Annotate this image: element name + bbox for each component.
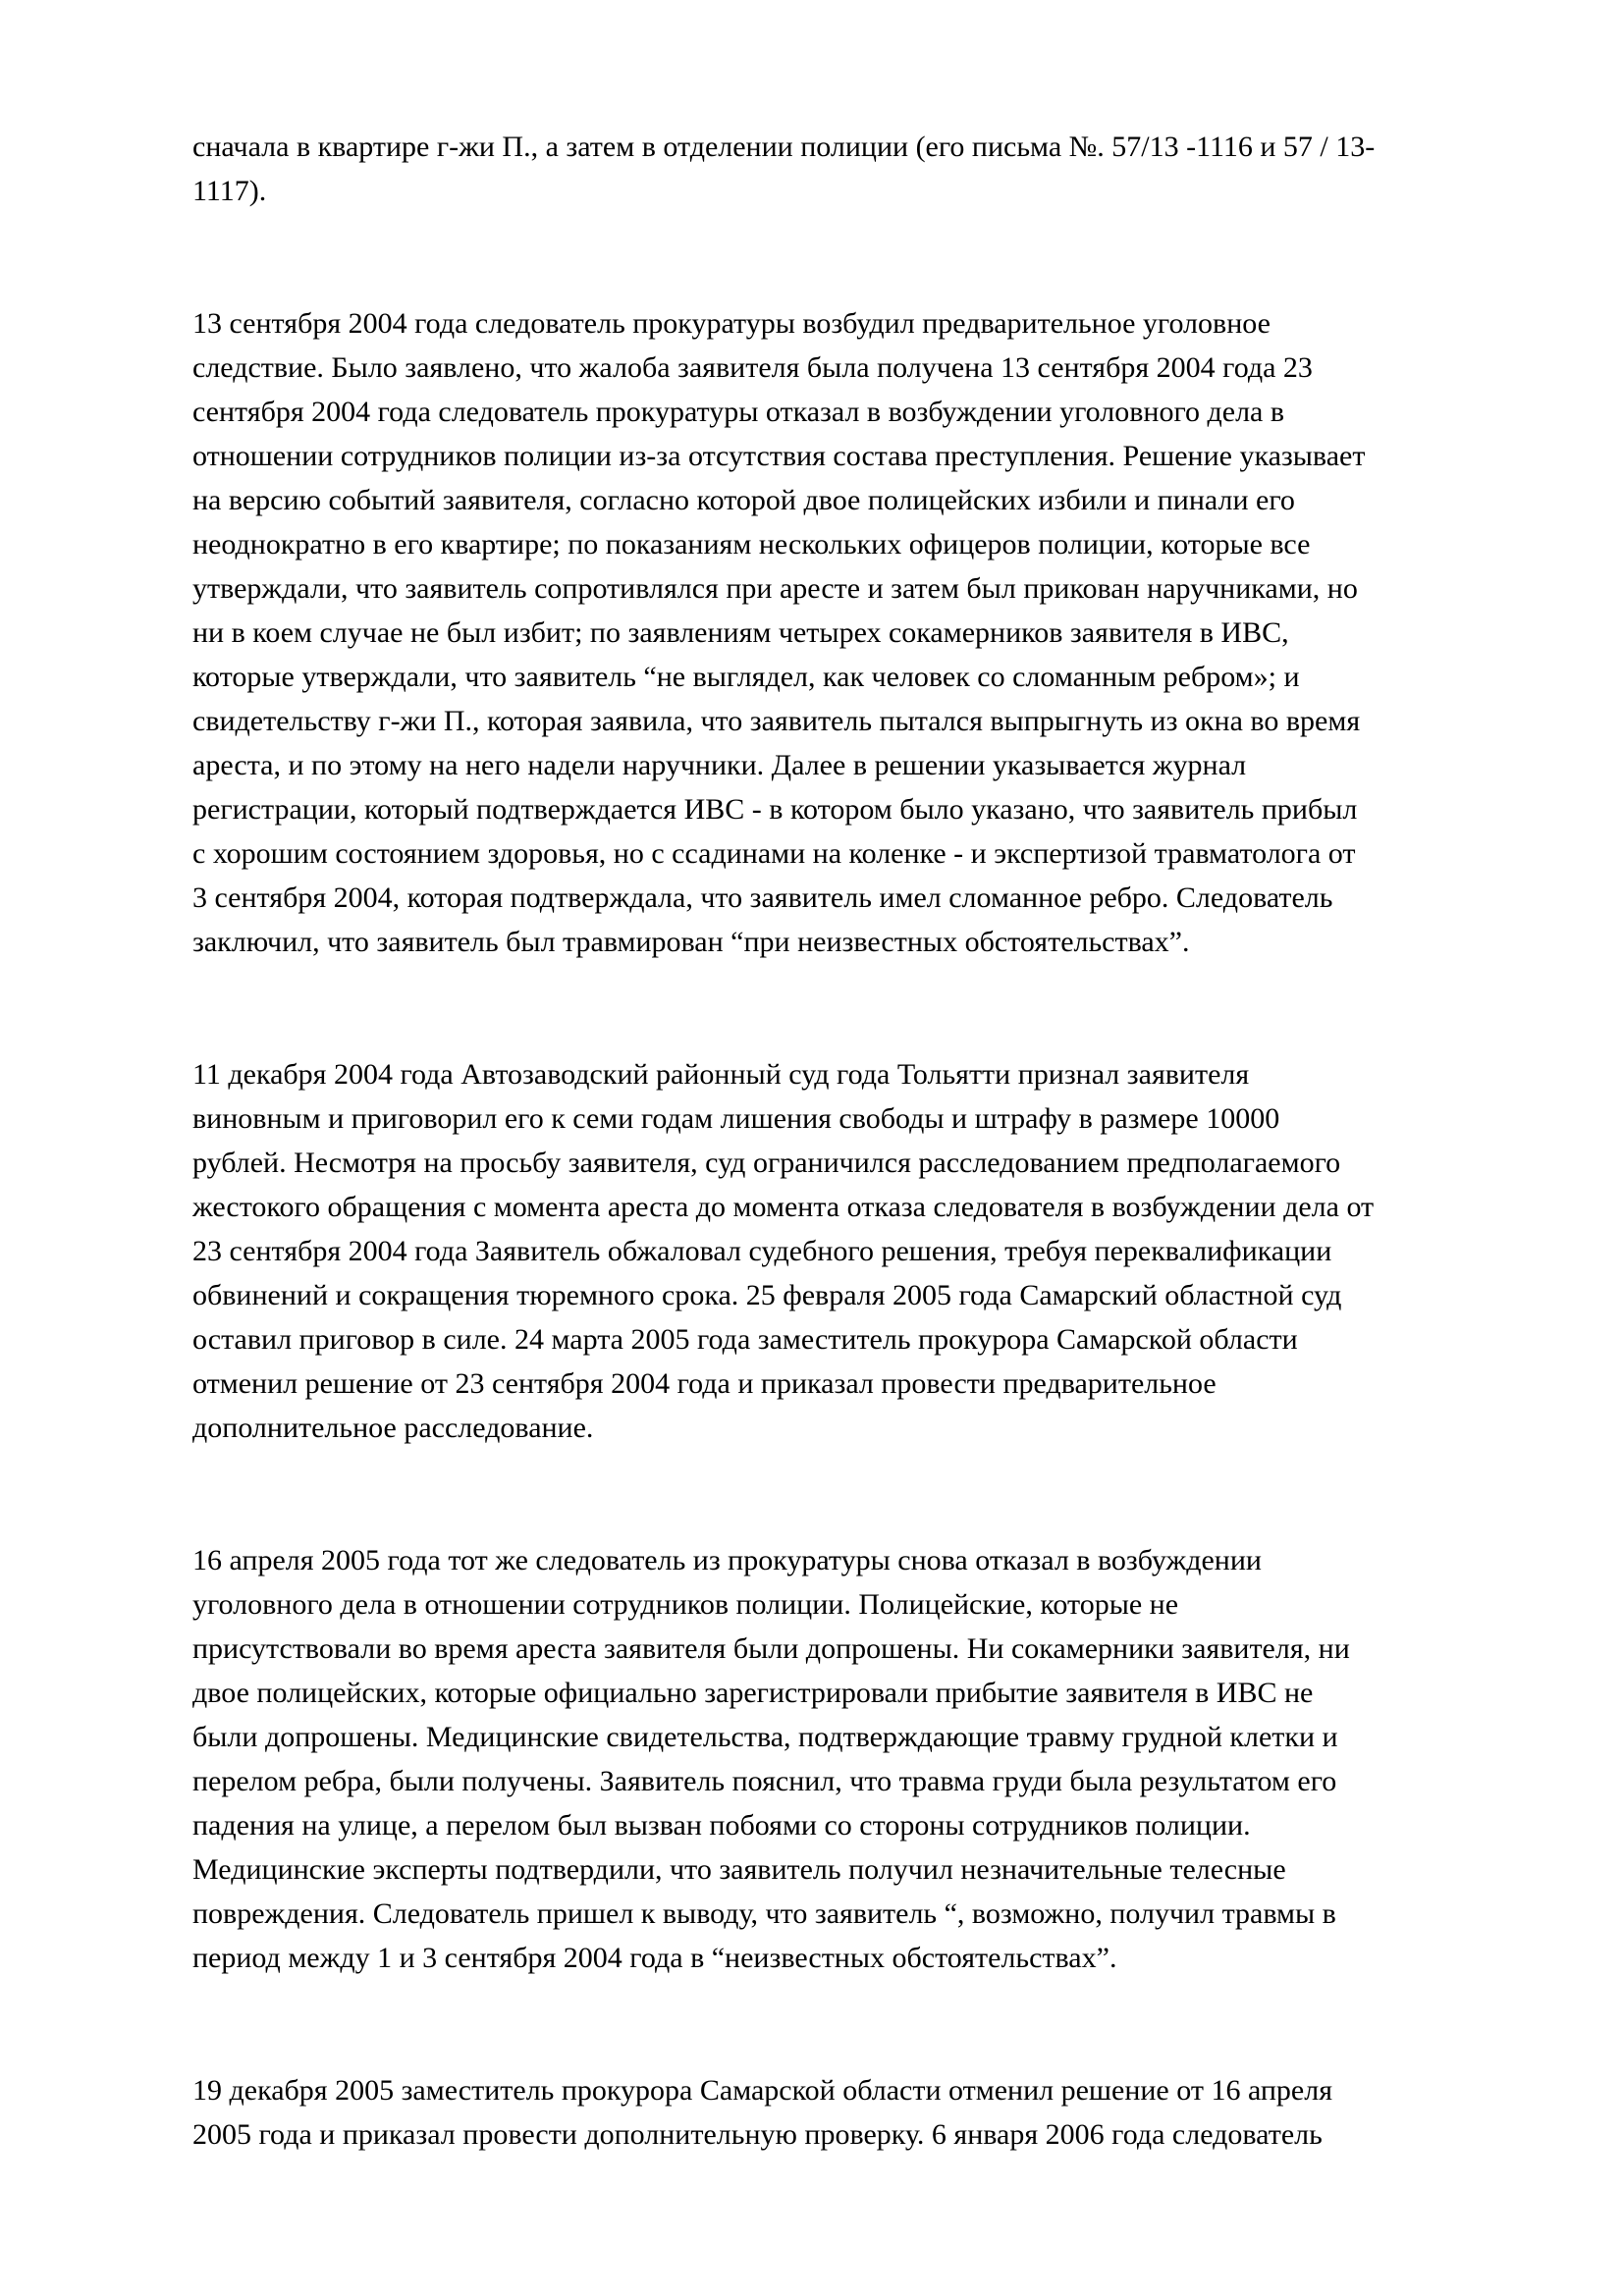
text-line: которые утверждали, что заявитель “не выглядел, как человек со сломанным ребром»; и xyxy=(192,661,1300,693)
text-line: 2005 года и приказал провести дополнительную проверку. 6 января 2006 года следователь xyxy=(192,2118,1323,2151)
paragraph-letters xyxy=(192,125,1505,213)
text-line: период между 1 и 3 сентября 2004 года в “неизвестных обстоятельствах”. xyxy=(192,1942,1117,1974)
text-line: Медицинские эксперты подтвердили, что заявитель получил незначительные телесные xyxy=(192,1853,1286,1886)
paragraph-refusal-2005 xyxy=(192,1538,1505,1980)
paragraph-court-verdict xyxy=(192,1052,1505,1450)
text-line: присутствовали во время ареста заявителя были допрошены. Ни сокамерники заявителя, ни xyxy=(192,1632,1350,1665)
text-line: 13 сентября 2004 года следователь прокуратуры возбудил предварительное уголовное xyxy=(192,307,1271,340)
text-line: уголовного дела в отношении сотрудников полиции. Полицейские, которые не xyxy=(192,1588,1179,1621)
text-line: сентября 2004 года следователь прокуратуры отказал в возбуждении уголовного дела в xyxy=(192,396,1285,428)
text-line: 23 сентября 2004 года Заявитель обжаловал судебного решения, требуя переквалификации xyxy=(192,1235,1332,1267)
text-line: ни в коем случае не был избит; по заявлениям четырех сокамерников заявителя в ИВС, xyxy=(192,616,1289,649)
text-line: 1117). xyxy=(192,175,267,207)
text-line: жестокого обращения с момента ареста до момента отказа следователя в возбуждении дела от xyxy=(192,1191,1375,1223)
text-line: свидетельству г-жи П., которая заявила, что заявитель пытался выпрыгнуть из окна во время xyxy=(192,705,1361,737)
text-line: падения на улице, а перелом был вызван побоями со стороны сотрудников полиции. xyxy=(192,1809,1251,1842)
text-line: виновным и приговорил его к семи годам лишения свободы и штрафу в размере 10000 xyxy=(192,1102,1280,1135)
text-line: оставил приговор в силе. 24 марта 2005 года заместитель прокурора Самарской области xyxy=(192,1323,1298,1356)
text-line: отменил решение от 23 сентября 2004 года и приказал провести предварительное xyxy=(192,1367,1217,1400)
text-line: регистрации, который подтверждается ИВС - в котором было указано, что заявитель прибыл xyxy=(192,793,1358,826)
text-line: с хорошим состоянием здоровья, но с ссадинами на коленке - и экспертизой травматолога от xyxy=(192,837,1356,870)
paragraph-investigation-2004 xyxy=(192,301,1505,964)
text-line: обвинений и сокращения тюремного срока. 25 февраля 2005 года Самарский областной суд xyxy=(192,1279,1342,1311)
text-line: сначала в квартире г-жи П., а затем в отделении полиции (его письма №. 57/13 -1116 и 57 / 13- xyxy=(192,131,1376,163)
text-line: ареста, и по этому на него надели наручники. Далее в решении указывается журнал xyxy=(192,749,1247,781)
text-line: отношении сотрудников полиции из-за отсутствия состава преступления. Решение указывает xyxy=(192,440,1366,472)
text-line: на версию событий заявителя, согласно которой двое полицейских избили и пинали его xyxy=(192,484,1295,516)
text-line: рублей. Несмотря на просьбу заявителя, суд ограничился расследованием предполагаемого xyxy=(192,1147,1341,1179)
text-line: 3 сентября 2004, которая подтверждала, что заявитель имел сломанное ребро. Следователь xyxy=(192,881,1333,914)
text-line: были допрошены. Медицинские свидетельства, подтверждающие травму грудной клетки и xyxy=(192,1721,1338,1753)
text-line: повреждения. Следователь пришел к выводу, что заявитель “, возможно, получил травмы в xyxy=(192,1897,1336,1930)
text-line: заключил, что заявитель был травмирован “при неизвестных обстоятельствах”. xyxy=(192,926,1190,958)
text-line: 19 декабря 2005 заместитель прокурора Самарской области отменил решение от 16 апреля xyxy=(192,2074,1333,2107)
text-line: 11 декабря 2004 года Автозаводский районный суд года Тольятти признал заявителя xyxy=(192,1058,1250,1091)
text-line: двое полицейских, которые официально зарегистрировали прибытие заявителя в ИВС не xyxy=(192,1677,1314,1709)
text-line: следствие. Было заявлено, что жалоба заявителя была получена 13 сентября 2004 года 23 xyxy=(192,351,1313,384)
text-line: дополнительное расследование. xyxy=(192,1412,594,1444)
text-line: перелом ребра, были получены. Заявитель пояснил, что травма груди была результатом его xyxy=(192,1765,1337,1797)
paragraph-additional-check xyxy=(192,2068,1505,2157)
text-line: утверждали, что заявитель сопротивлялся при аресте и затем был прикован наручниками, но xyxy=(192,572,1358,605)
text-line: неоднократно в его квартире; по показаниям нескольких офицеров полиции, которые все xyxy=(192,528,1311,561)
text-line: 16 апреля 2005 года тот же следователь из прокуратуры снова отказал в возбуждении xyxy=(192,1544,1262,1576)
